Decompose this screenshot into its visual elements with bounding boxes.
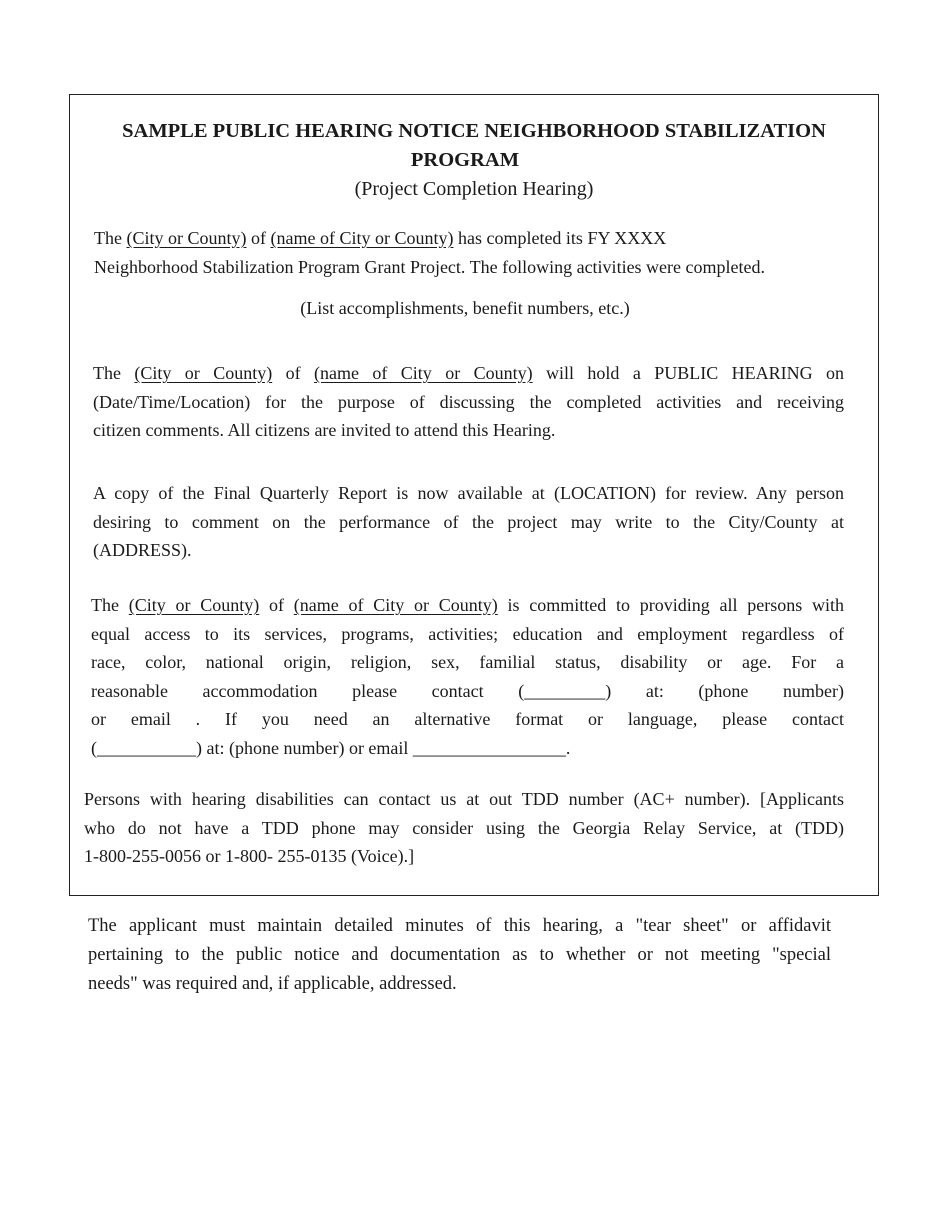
accomplishments-placeholder: (List accomplishments, benefit numbers, etc.) xyxy=(300,298,630,318)
name-of-city-or-county-placeholder: (name of City or County) xyxy=(270,228,454,248)
city-or-county-placeholder: (City or County) xyxy=(134,363,273,383)
hearing-disabilities-line1: Persons with hearing disabilities can contact us at out TDD number (AC+ number). [Applicants xyxy=(84,789,844,809)
notice-box xyxy=(69,94,879,896)
text-the: The xyxy=(93,363,121,383)
notice-title-line1: SAMPLE PUBLIC HEARING NOTICE NEIGHBORHOOD STABILIZATION xyxy=(122,120,826,142)
city-or-county-placeholder: (City or County) xyxy=(126,228,247,248)
text-of: of xyxy=(269,595,285,615)
completion-line1-rest: has completed its FY XXXX xyxy=(457,228,667,248)
applicant-note xyxy=(88,912,831,999)
applicant-note-line1: The applicant must maintain detailed minutes of this hearing, a "tear sheet" or affidavit xyxy=(88,916,831,936)
equal-access-line1 xyxy=(91,591,844,620)
equal-access-line3: race, color, national origin, religion, sex, familial status, disability or age. For a xyxy=(91,652,844,673)
notice-title xyxy=(70,117,878,175)
name-of-city-or-county-placeholder: (name of City or County) xyxy=(293,595,498,615)
equal-access-line6: (___________) at: (phone number) or email _________________. xyxy=(91,737,571,758)
city-or-county-placeholder: (City or County) xyxy=(128,595,260,615)
report-line2: desiring to comment on the performance of the project may write to the City/County at xyxy=(93,511,844,532)
text-of: of xyxy=(250,228,266,248)
notice-subtitle: (Project Completion Hearing) xyxy=(354,178,594,200)
equal-access-line2: equal access to its services, programs, activities; education and employment regardless of xyxy=(91,623,844,644)
report-line1: A copy of the Final Quarterly Report is now available at (LOCATION) for review. Any person xyxy=(93,483,844,503)
equal-access-paragraph xyxy=(91,591,844,763)
hearing-disabilities-line2: who do not have a TDD phone may consider using the Georgia Relay Service, at (TDD) xyxy=(84,817,844,838)
public-hearing-line1 xyxy=(93,359,844,388)
equal-access-line4: reasonable accommodation please contact (_________) at: (phone number) xyxy=(91,680,844,701)
name-of-city-or-county-placeholder: (name of City or County) xyxy=(314,363,533,383)
report-availability-paragraph xyxy=(93,479,844,565)
hearing-disabilities-line3: 1-800-255-0056 or 1-800- 255-0135 (Voice).] xyxy=(84,846,415,867)
public-hearing-line3: citizen comments. All citizens are invited to attend this Hearing. xyxy=(93,420,556,441)
hearing-disabilities-paragraph xyxy=(84,785,844,871)
report-line3: (ADDRESS). xyxy=(93,540,192,561)
text-of: of xyxy=(285,363,301,383)
public-hearing-line2: (Date/Time/Location) for the purpose of discussing the completed activities and receiving xyxy=(93,391,844,412)
equal-access-line5: or email . If you need an alternative format or language, please contact xyxy=(91,709,844,730)
notice-title-line2: PROGRAM xyxy=(410,149,520,171)
completion-paragraph xyxy=(94,224,824,282)
applicant-note-line3: needs" was required and, if applicable, addressed. xyxy=(88,974,457,994)
text-the: The xyxy=(94,228,122,248)
completion-line2: Neighborhood Stabilization Program Grant Project. The following activities were completed. xyxy=(94,257,766,277)
public-hearing-paragraph xyxy=(93,359,844,445)
equal-access-line1-rest: is committed to providing all persons with xyxy=(507,595,845,615)
applicant-note-line2: pertaining to the public notice and documentation as to whether or not meeting "special xyxy=(88,945,831,965)
text-the: The xyxy=(91,595,119,615)
public-hearing-line1-rest: will hold a PUBLIC HEARING on xyxy=(546,363,845,383)
